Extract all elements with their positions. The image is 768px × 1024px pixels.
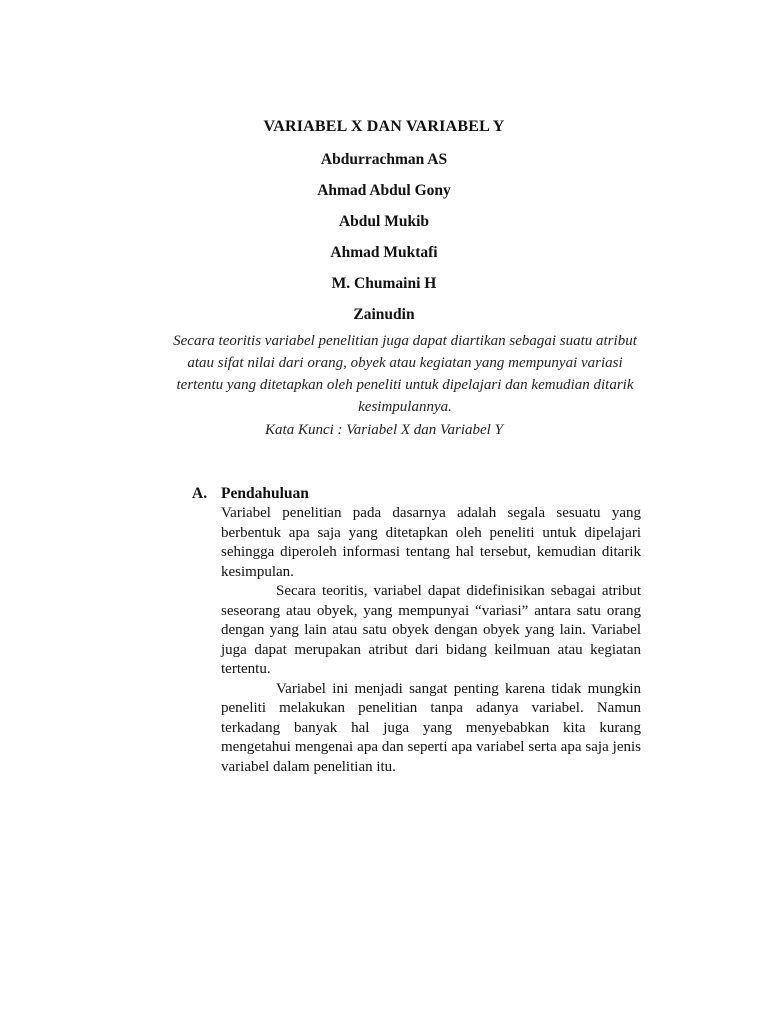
section-body [221, 504, 641, 777]
author-name: Ahmad Abdul Gony [317, 182, 451, 199]
document-title: VARIABEL X DAN VARIABEL Y [263, 118, 505, 135]
author-name: Zainudin [353, 306, 415, 323]
author-list [0, 150, 768, 336]
keywords-line: Kata Kunci : Variabel X dan Variabel Y [265, 422, 503, 438]
section-title: Pendahuluan [221, 485, 309, 502]
paragraph: Secara teoritis, variabel dapat didefinisikan sebagai atribut seseorang atau obyek, yang mempunyai “variasi” antara satu orang dengan yang lain atau satu obyek dengan obyek yang lain. Variabel juga dapat merupakan atribut dari bidang keilmuan atau kegiatan tertentu. [221, 583, 641, 677]
section-letter: A. [192, 485, 208, 502]
paragraph: Variabel ini menjadi sangat penting karena tidak mungkin peneliti melakukan penelitian tanpa adanya variabel. Namun terkadang banyak hal juga yang menyebabkan kita kurang mengetahui mengenai apa dan seperti apa variabel serta apa saja jenis variabel dalam penelitian itu. [221, 680, 641, 775]
author-name: Abdul Mukib [338, 213, 430, 230]
author-name: Ahmad Muktafi [330, 244, 438, 261]
section-introduction [192, 484, 642, 777]
author-name: Abdurrachman AS [320, 151, 448, 168]
paragraph: Variabel penelitian pada dasarnya adalah segala sesuatu yang berbentuk apa saja yang ditetapkan oleh peneliti untuk dipelajari sehingga diperoleh informasi tentang hal tersebut, kemudian ditarik kesimpulan. [221, 505, 641, 580]
author-name: M. Chumaini H [331, 275, 437, 292]
section-heading [192, 484, 642, 504]
abstract-text: Secara teoritis variabel penelitian juga dapat diartikan sebagai suatu atribut atau sifat nilai dari orang, obyek atau kegiatan yang mempunyai variasi tertentu yang ditetapkan oleh peneliti untuk dipelajari dan kemudian ditarik kesimpulannya. [173, 333, 637, 415]
